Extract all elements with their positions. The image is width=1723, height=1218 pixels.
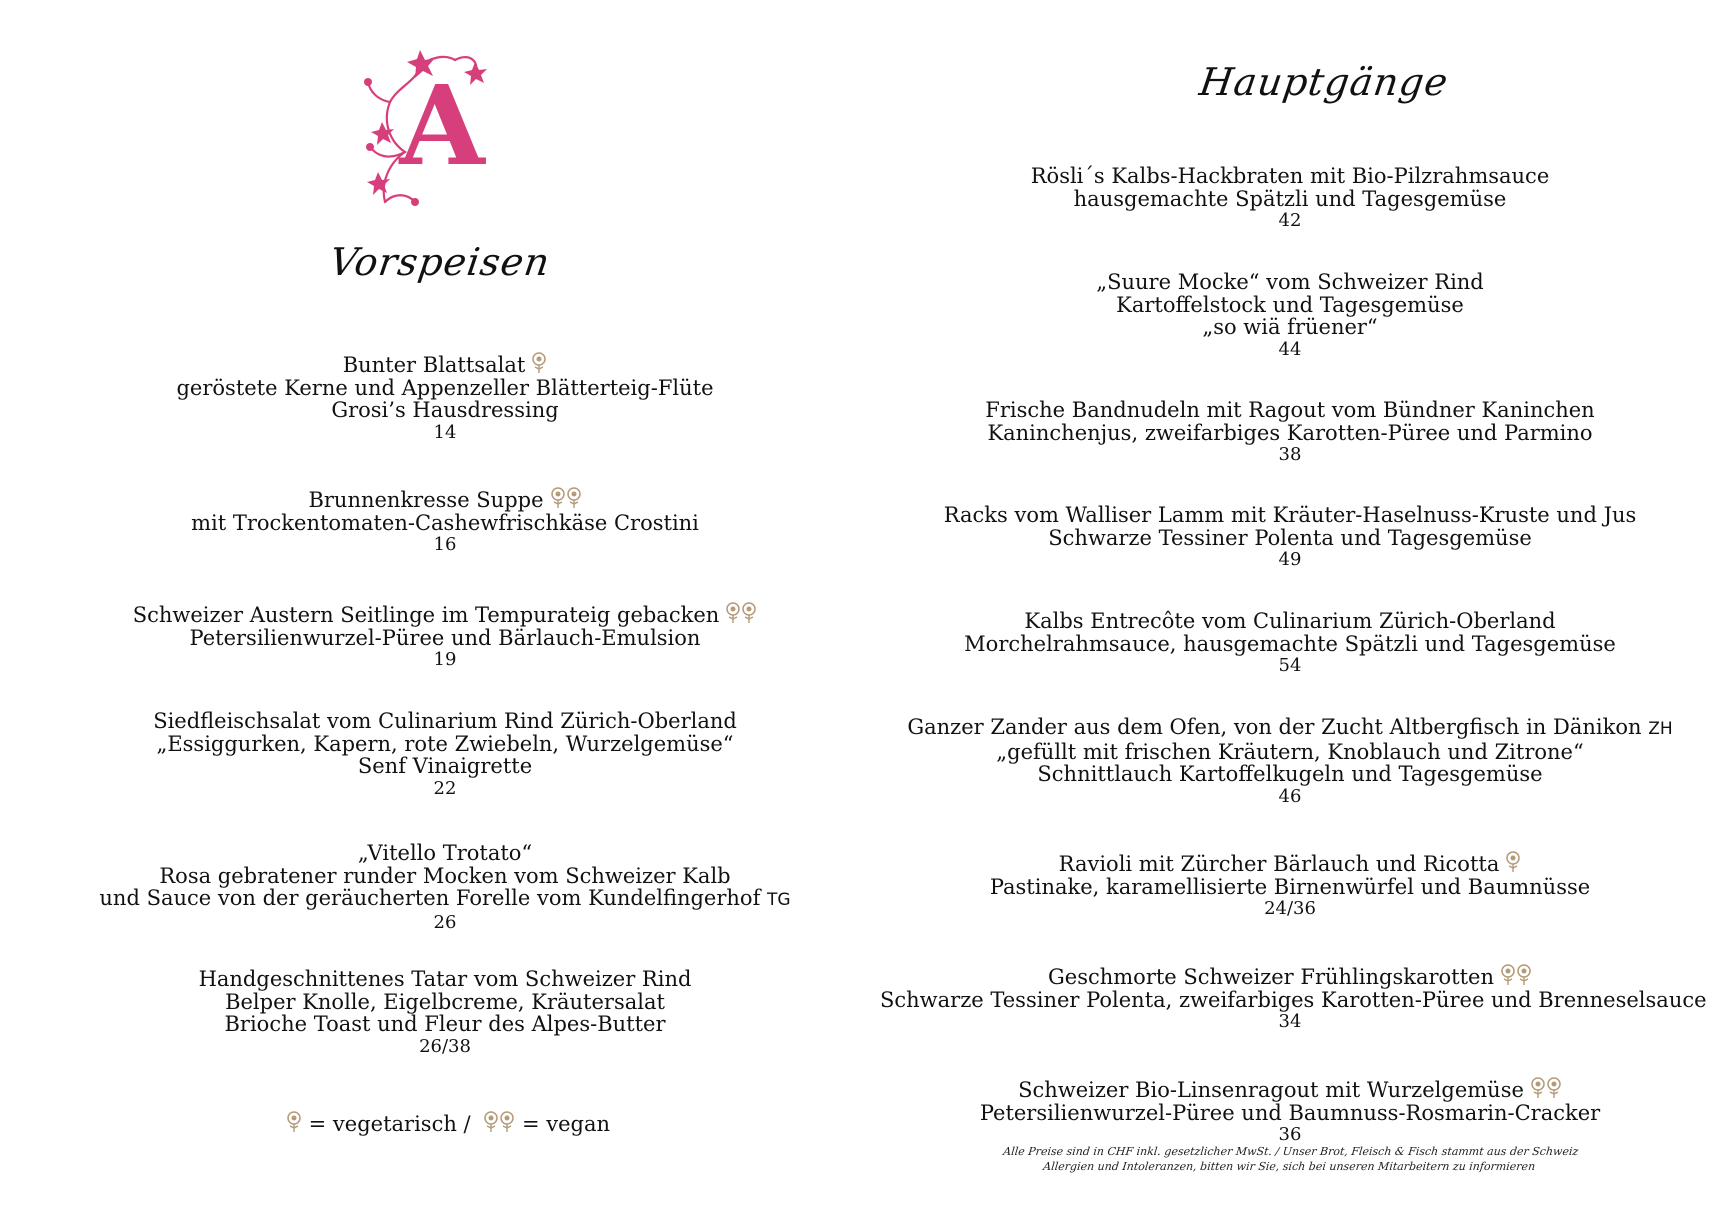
region-tag: TG [767,890,791,910]
section-title-vorspeisen: Vorspeisen [326,240,554,284]
dish-price: 19 [433,649,457,670]
dish-name: Handgeschnittenes Tatar vom Schweizer Rind [198,967,692,991]
dish-item [60,600,830,670]
dish-price: 42 [1278,210,1302,231]
dish-description: Pastinake, karamellisierte Birnenwürfel und Baumnüsse [989,874,1591,899]
dish-description: Schwarze Tessiner Polenta und Tagesgemüse [1048,525,1532,550]
vegan-icon [725,600,757,624]
dish-name: Geschmorte Schweizer Frühlingskarotten [1048,965,1494,989]
dish-item [60,350,830,443]
dish-description: Schnittlauch Kartoffelkugeln und Tagesgemüse [1037,762,1543,786]
dish-price: 26 [433,911,457,933]
dish-name: Ravioli mit Zürcher Bärlauch und Ricotta [1058,852,1500,876]
dish-item [880,962,1707,1032]
dish-description: Kaninchenjus, zweifarbiges Karotten-Püree und Parmino [987,420,1593,445]
vegan-icon [550,485,582,509]
decorative-initial-logo [360,42,510,212]
dish-item [60,710,830,799]
dish-price: 14 [433,421,457,443]
dish-item [880,849,1700,919]
dish-item [880,1075,1700,1145]
dish-price: 34 [1278,1011,1302,1032]
footnote-line: Allergien und Intoleranzen, bitten wir Sie, sich bei unseren Mitarbeitern zu informieren [1042,1160,1536,1173]
dish-description: Grosi’s Hausdressing [331,398,559,422]
dish-name: „Suure Mocke“ vom Schweizer Rind [1096,270,1484,294]
vegan-icon [1530,1075,1562,1099]
dish-description: Kartoffelstock und Tagesgemüse [1116,292,1464,317]
dish-name: Siedfleischsalat vom Culinarium Rind Zürich-Oberland [153,709,737,733]
section-title-hauptgaenge: Hauptgänge [1196,60,1452,104]
dish-description: Rosa gebratener runder Mocken vom Schweizer Kalb [159,863,731,888]
dish-price: 49 [1278,549,1302,570]
dish-price: 16 [433,534,457,555]
dish-description: „Essiggurken, Kapern, rote Zwiebeln, Wurzelgemüse“ [156,731,734,756]
dish-name: Schweizer Austern Seitlinge im Tempurateig gebacken [132,603,720,627]
dish-description: Schwarze Tessiner Polenta, zweifarbiges Karotten-Püree und Brenneselsauce [880,987,1707,1012]
dish-description: „gefüllt mit frischen Kräutern, Knoblauch und Zitrone“ [996,739,1584,764]
dish-price: 44 [1278,338,1302,360]
vegetarian-icon [531,350,547,374]
dish-description: Senf Vinaigrette [357,754,533,778]
dish-name: Bunter Blattsalat [342,353,526,377]
dish-price: 26/38 [419,1035,471,1057]
region-tag: ZH [1648,719,1673,739]
dish-item [880,271,1700,360]
dish-description: Morchelrahmsauce, hausgemachte Spätzli und Tagesgemüse [964,631,1616,656]
dish-name: Brunnenkresse Suppe [308,488,544,512]
dish-name: Kalbs Entrecôte vom Culinarium Zürich-Oberland [1024,609,1556,633]
dish-description: geröstete Kerne und Appenzeller Blätterteig-Flüte [176,375,714,400]
dish-name: Schweizer Bio-Linsenragout mit Wurzelgemüse [1018,1078,1524,1102]
dish-item [880,399,1700,465]
price-footnote [898,1144,1681,1174]
dish-price: 24/36 [1264,898,1316,919]
vegetarian-icon [1505,849,1521,873]
dish-item [880,165,1700,231]
footnote-line: Alle Preise sind in CHF inkl. gesetzlicher MwSt. / Unser Brot, Fleisch & Fisch stammt aus der Schweiz [1002,1145,1579,1158]
dish-price: 38 [1278,444,1302,465]
dish-description: und Sauce von der geräucherten Forelle vom Kundelfingerhof [99,886,761,910]
dish-name: Ganzer Zander aus dem Ofen, von der Zucht Altbergfisch in Dänikon [907,715,1642,739]
dish-description: mit Trockentomaten-Cashewfrischkäse Crostini [191,510,699,535]
vegetarian-icon [286,1108,302,1133]
dish-item [880,716,1700,807]
legend-vegan-label: = vegan [521,1112,611,1136]
dish-description: „so wiä früener“ [1202,315,1378,339]
dish-price: 36 [1278,1124,1302,1145]
dish-item [60,842,830,933]
dish-price: 22 [433,777,457,799]
svg-text:A: A [399,61,485,190]
dish-description: Belper Knolle, Eigelbcreme, Kräutersalat [225,989,665,1014]
diet-legend [60,1108,830,1136]
dish-description: Petersilienwurzel-Püree und Baumnuss-Rosmarin-Cracker [979,1100,1601,1125]
dish-description: Brioche Toast und Fleur des Alpes-Butter [224,1012,666,1036]
dish-item [60,968,830,1057]
dish-name: Frische Bandnudeln mit Ragout vom Bündner Kaninchen [985,398,1595,422]
dish-price: 46 [1278,785,1302,807]
dish-item [60,485,830,555]
dish-price: 54 [1278,655,1302,676]
dish-item [880,610,1700,676]
dish-name: Racks vom Walliser Lamm mit Kräuter-Haselnuss-Kruste und Jus [943,503,1637,527]
dish-description: Petersilienwurzel-Püree und Bärlauch-Emulsion [189,625,701,650]
vegan-icon [1500,962,1532,986]
dish-name: „Vitello Trotato“ [357,841,533,865]
dish-description: hausgemachte Spätzli und Tagesgemüse [1073,186,1507,211]
dish-item [880,504,1700,570]
legend-vegetarian-label: = vegetarisch / [308,1112,471,1136]
dish-name: Rösli´s Kalbs-Hackbraten mit Bio-Pilzrahmsauce [1030,164,1550,188]
vegan-icon [483,1108,515,1133]
